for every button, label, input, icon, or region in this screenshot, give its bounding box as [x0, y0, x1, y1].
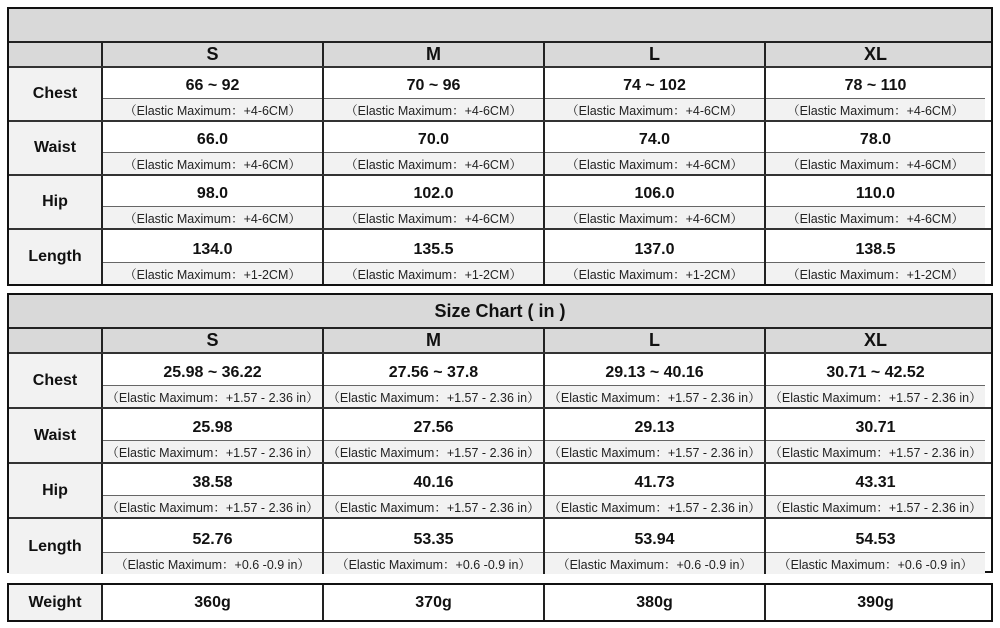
cell-xl	[764, 230, 985, 284]
row-label: Weight	[9, 585, 101, 620]
header-size-s: S	[101, 43, 322, 66]
cell-m	[322, 464, 543, 517]
table-row-hip	[9, 464, 991, 519]
cell-note: （Elastic Maximum：+1.57 - 2.36 in）	[324, 496, 543, 517]
row-label: Chest	[9, 354, 101, 407]
row-label: Length	[9, 519, 101, 574]
cell-value: 138.5	[766, 230, 985, 263]
weight-m: 370g	[322, 585, 543, 620]
row-label: Waist	[9, 409, 101, 462]
cell-s	[101, 354, 322, 407]
cell-note: （Elastic Maximum：+4-6CM）	[324, 153, 543, 174]
cell-value: 53.35	[324, 519, 543, 553]
cell-s	[101, 519, 322, 574]
table-row-weight	[9, 585, 991, 620]
cell-xl	[764, 464, 985, 517]
cell-xl	[764, 176, 985, 228]
cell-value: 25.98 ~ 36.22	[103, 354, 322, 386]
cell-xl	[764, 519, 985, 574]
header-size-l: L	[543, 329, 764, 352]
cell-l	[543, 122, 764, 174]
cell-note: （Elastic Maximum：+0.6 -0.9 in）	[103, 553, 322, 574]
cell-value: 110.0	[766, 176, 985, 207]
cell-m	[322, 68, 543, 120]
cell-note: （Elastic Maximum：+4-6CM）	[103, 153, 322, 174]
cell-note: （Elastic Maximum：+4-6CM）	[545, 207, 764, 228]
table-row-chest	[9, 68, 991, 122]
cell-value: 52.76	[103, 519, 322, 553]
cell-s	[101, 122, 322, 174]
cell-xl	[764, 409, 985, 462]
cell-value: 29.13	[545, 409, 764, 441]
cell-note: （Elastic Maximum：+1-2CM）	[545, 263, 764, 284]
header-blank	[9, 43, 101, 66]
cell-note: （Elastic Maximum：+1.57 - 2.36 in）	[103, 496, 322, 517]
cell-note: （Elastic Maximum：+1.57 - 2.36 in）	[766, 441, 985, 462]
cell-value: 66.0	[103, 122, 322, 153]
table-title	[9, 9, 991, 43]
header-size-m: M	[322, 329, 543, 352]
cell-m	[322, 230, 543, 284]
weight-xl: 390g	[764, 585, 985, 620]
cell-value: 102.0	[324, 176, 543, 207]
cell-value: 66 ~ 92	[103, 68, 322, 99]
cell-note: （Elastic Maximum：+4-6CM）	[545, 99, 764, 120]
row-label: Waist	[9, 122, 101, 174]
cell-value: 53.94	[545, 519, 764, 553]
cell-note: （Elastic Maximum：+1.57 - 2.36 in）	[545, 386, 764, 407]
cell-value: 98.0	[103, 176, 322, 207]
cell-value: 106.0	[545, 176, 764, 207]
cell-s	[101, 176, 322, 228]
weight-l: 380g	[543, 585, 764, 620]
cell-note: （Elastic Maximum：+4-6CM）	[766, 207, 985, 228]
size-chart-in-table	[7, 293, 993, 573]
size-header-row	[9, 43, 991, 68]
cell-note: （Elastic Maximum：+0.6 -0.9 in）	[324, 553, 543, 574]
cell-value: 70 ~ 96	[324, 68, 543, 99]
cell-value: 137.0	[545, 230, 764, 263]
cell-value: 134.0	[103, 230, 322, 263]
cell-value: 25.98	[103, 409, 322, 441]
cell-value: 74 ~ 102	[545, 68, 764, 99]
cell-value: 78.0	[766, 122, 985, 153]
row-label: Length	[9, 230, 101, 284]
cell-note: （Elastic Maximum：+4-6CM）	[766, 99, 985, 120]
cell-l	[543, 354, 764, 407]
cell-l	[543, 519, 764, 574]
cell-value: 43.31	[766, 464, 985, 496]
cell-value: 40.16	[324, 464, 543, 496]
cell-s	[101, 230, 322, 284]
cell-note: （Elastic Maximum：+1.57 - 2.36 in）	[545, 496, 764, 517]
cell-m	[322, 354, 543, 407]
cell-note: （Elastic Maximum：+1-2CM）	[103, 263, 322, 284]
cell-note: （Elastic Maximum：+1.57 - 2.36 in）	[324, 441, 543, 462]
cell-value: 30.71 ~ 42.52	[766, 354, 985, 386]
header-size-l: L	[543, 43, 764, 66]
cell-value: 135.5	[324, 230, 543, 263]
header-size-m: M	[322, 43, 543, 66]
table-row-length	[9, 519, 991, 574]
table-row-length	[9, 230, 991, 284]
header-blank	[9, 329, 101, 352]
cell-note: （Elastic Maximum：+1.57 - 2.36 in）	[103, 386, 322, 407]
cell-value: 78 ~ 110	[766, 68, 985, 99]
size-chart-cm-table	[7, 7, 993, 286]
cell-note: （Elastic Maximum：+0.6 -0.9 in）	[545, 553, 764, 574]
cell-xl	[764, 122, 985, 174]
cell-note: （Elastic Maximum：+4-6CM）	[324, 207, 543, 228]
cell-note: （Elastic Maximum：+1.57 - 2.36 in）	[545, 441, 764, 462]
cell-note: （Elastic Maximum：+1.57 - 2.36 in）	[766, 386, 985, 407]
cell-note: （Elastic Maximum：+1.57 - 2.36 in）	[103, 441, 322, 462]
cell-s	[101, 464, 322, 517]
cell-value: 27.56 ~ 37.8	[324, 354, 543, 386]
cell-s	[101, 409, 322, 462]
cell-note: （Elastic Maximum：+0.6 -0.9 in）	[766, 553, 985, 574]
size-header-row	[9, 329, 991, 354]
cell-l	[543, 409, 764, 462]
cell-value: 41.73	[545, 464, 764, 496]
cell-l	[543, 68, 764, 120]
cell-note: （Elastic Maximum：+4-6CM）	[545, 153, 764, 174]
cell-note: （Elastic Maximum：+1-2CM）	[766, 263, 985, 284]
cell-m	[322, 519, 543, 574]
header-size-s: S	[101, 329, 322, 352]
header-size-xl: XL	[764, 43, 985, 66]
table-row-hip	[9, 176, 991, 230]
cell-note: （Elastic Maximum：+4-6CM）	[766, 153, 985, 174]
table-title: Size Chart ( in )	[9, 295, 991, 329]
cell-l	[543, 176, 764, 228]
table-row-waist	[9, 409, 991, 464]
cell-value: 27.56	[324, 409, 543, 441]
cell-note: （Elastic Maximum：+1.57 - 2.36 in）	[324, 386, 543, 407]
cell-value: 54.53	[766, 519, 985, 553]
cell-l	[543, 464, 764, 517]
weight-table	[7, 583, 993, 622]
cell-s	[101, 68, 322, 120]
table-row-chest	[9, 354, 991, 409]
cell-note: （Elastic Maximum：+1-2CM）	[324, 263, 543, 284]
cell-value: 29.13 ~ 40.16	[545, 354, 764, 386]
cell-m	[322, 409, 543, 462]
weight-s: 360g	[101, 585, 322, 620]
row-label: Hip	[9, 176, 101, 228]
cell-m	[322, 176, 543, 228]
cell-note: （Elastic Maximum：+4-6CM）	[324, 99, 543, 120]
cell-m	[322, 122, 543, 174]
cell-xl	[764, 354, 985, 407]
row-label: Hip	[9, 464, 101, 517]
cell-note: （Elastic Maximum：+4-6CM）	[103, 207, 322, 228]
cell-value: 74.0	[545, 122, 764, 153]
cell-value: 30.71	[766, 409, 985, 441]
cell-note: （Elastic Maximum：+1.57 - 2.36 in）	[766, 496, 985, 517]
cell-value: 38.58	[103, 464, 322, 496]
cell-l	[543, 230, 764, 284]
cell-note: （Elastic Maximum：+4-6CM）	[103, 99, 322, 120]
cell-xl	[764, 68, 985, 120]
table-row-waist	[9, 122, 991, 176]
cell-value: 70.0	[324, 122, 543, 153]
header-size-xl: XL	[764, 329, 985, 352]
row-label: Chest	[9, 68, 101, 120]
